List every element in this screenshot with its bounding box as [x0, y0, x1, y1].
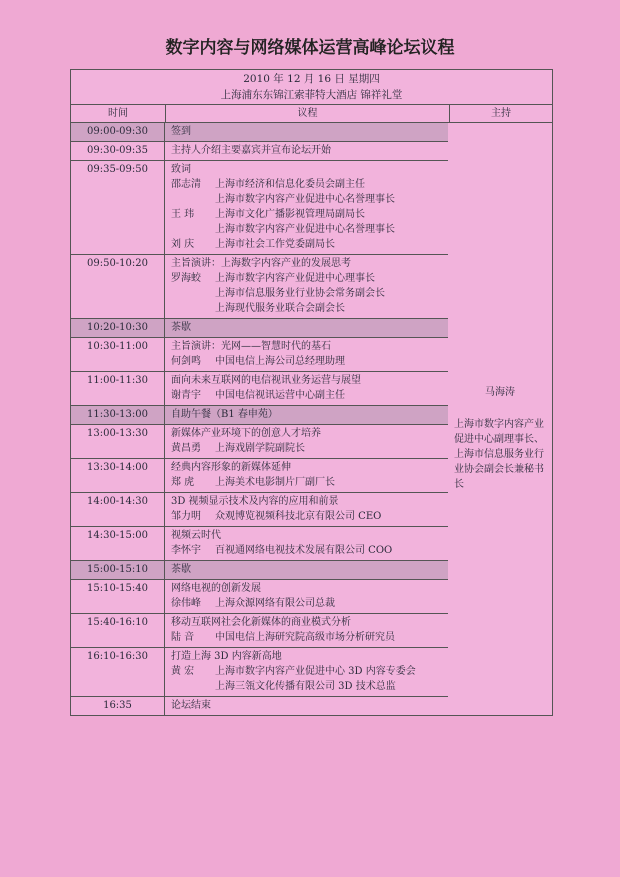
- agenda-topic: 网络电视的创新发展: [171, 583, 261, 594]
- agenda-row: [71, 527, 448, 561]
- agenda-row: [71, 648, 448, 697]
- speaker-position: 上海市数字内容产业促进中心 3D 内容专委会: [215, 666, 416, 677]
- agenda-topic: 茶歇: [171, 564, 191, 575]
- agenda-row: [71, 406, 448, 425]
- agenda-row: [71, 161, 448, 255]
- event-date: 2010 年 12 月 16 日 星期四: [243, 73, 380, 85]
- host-cell: [448, 123, 552, 715]
- agenda-topic: 主旨演讲：上海数字内容产业的发展思考: [171, 258, 351, 269]
- agenda-cell: [165, 406, 448, 424]
- column-header-time: 时间: [71, 105, 166, 123]
- agenda-row: [71, 319, 448, 338]
- speaker-name: 黄 宏: [171, 666, 195, 677]
- agenda-topic: 视频云时代: [171, 530, 221, 541]
- agenda-row: [71, 123, 448, 142]
- speaker-name: 徐伟峰: [171, 598, 201, 609]
- time-cell: 16:35: [71, 697, 165, 715]
- event-header: [71, 70, 552, 105]
- time-cell: 16:10-16:30: [71, 648, 165, 696]
- agenda-row: [71, 142, 448, 161]
- speaker-position: 上海众源网络有限公司总裁: [215, 598, 335, 609]
- speaker-line: [171, 222, 448, 237]
- time-cell: 09:35-09:50: [71, 161, 165, 254]
- speaker-line: [171, 475, 448, 490]
- column-header-host: 主持: [450, 105, 552, 123]
- time-cell: 13:00-13:30: [71, 425, 165, 458]
- column-header-agenda: 议程: [166, 105, 450, 123]
- agenda-topic: 新媒体产业环境下的创意人才培养: [171, 428, 321, 439]
- speaker-position: 上海市经济和信息化委员会副主任: [215, 179, 365, 190]
- speaker-position: 中国电信上海公司总经理助理: [215, 356, 345, 367]
- agenda-cell: [165, 372, 448, 405]
- agenda-cell: [165, 459, 448, 492]
- agenda-row: [71, 255, 448, 319]
- time-cell: 14:00-14:30: [71, 493, 165, 526]
- speaker-line: [171, 271, 448, 286]
- speaker-position: 上海现代服务业联合会副会长: [215, 303, 345, 314]
- speaker-position: 上海市文化广播影视管理局副局长: [215, 209, 365, 220]
- speaker-line: [171, 177, 448, 192]
- speaker-position: 上海市信息服务业行业协会常务副会长: [215, 288, 385, 299]
- agenda-topic: 论坛结束: [171, 700, 211, 711]
- agenda-row: [71, 338, 448, 372]
- speaker-position: 百视通网络电视技术发展有限公司 COO: [215, 545, 393, 556]
- time-cell: 11:00-11:30: [71, 372, 165, 405]
- speaker-line: [171, 596, 448, 611]
- time-cell: 09:00-09:30: [71, 123, 165, 141]
- speaker-line: [171, 664, 448, 679]
- speaker-name: 罗海蛟: [171, 273, 201, 284]
- agenda-topic: 面向未来互联网的电信视讯业务运营与展望: [171, 375, 361, 386]
- speaker-position: 上海三瓴文化传播有限公司 3D 技术总监: [215, 681, 396, 692]
- time-cell: 13:30-14:00: [71, 459, 165, 492]
- time-cell: 10:20-10:30: [71, 319, 165, 337]
- page-title: 数字内容与网络媒体运营高峰论坛议程: [165, 38, 455, 58]
- speaker-name: 王 玮: [171, 209, 195, 220]
- time-cell: 11:30-13:00: [71, 406, 165, 424]
- speaker-position: 众观博览视频科技北京有限公司 CEO: [215, 511, 382, 522]
- speaker-line: [171, 301, 448, 316]
- agenda-topic: 茶歇: [171, 322, 191, 333]
- speaker-line: [171, 207, 448, 222]
- agenda-table: [70, 69, 553, 716]
- speaker-name: 邹力明: [171, 511, 201, 522]
- speaker-name: 何剑鸣: [171, 356, 201, 367]
- agenda-cell: [165, 338, 448, 371]
- speaker-line: [171, 509, 448, 524]
- agenda-cell: [165, 142, 448, 160]
- speaker-line: [171, 354, 448, 369]
- time-cell: 15:40-16:10: [71, 614, 165, 647]
- host-name: 马海涛: [485, 387, 515, 398]
- agenda-cell: [165, 527, 448, 560]
- speaker-position: 中国电信视讯运营中心副主任: [215, 390, 345, 401]
- speaker-position: 上海市数字内容产业促进中心理事长: [215, 273, 375, 284]
- host-description: 上海市数字内容产业促进中心副理事长、上海市信息服务业行业协会副会长兼秘书长: [454, 419, 544, 490]
- agenda-topic: 主持人介绍主要嘉宾并宣布论坛开始: [171, 145, 331, 156]
- speaker-name: 谢青宇: [171, 390, 201, 401]
- speaker-name: 李怀宇: [171, 545, 201, 556]
- speaker-position: 上海市数字内容产业促进中心名誉理事长: [215, 194, 395, 205]
- time-cell: 09:30-09:35: [71, 142, 165, 160]
- speaker-line: [171, 237, 448, 252]
- agenda-row: [71, 493, 448, 527]
- agenda-cell: [165, 425, 448, 458]
- time-cell: 10:30-11:00: [71, 338, 165, 371]
- agenda-row: [71, 372, 448, 406]
- speaker-position: 上海戏剧学院副院长: [215, 443, 305, 454]
- agenda-row: [71, 580, 448, 614]
- speaker-line: [171, 543, 448, 558]
- agenda-rows: [71, 123, 448, 715]
- time-cell: 09:50-10:20: [71, 255, 165, 318]
- speaker-name: 郑 虎: [171, 477, 195, 488]
- time-cell: 14:30-15:00: [71, 527, 165, 560]
- speaker-position: 上海美术电影制片厂副厂长: [215, 477, 335, 488]
- speaker-line: [171, 388, 448, 403]
- agenda-cell: [165, 561, 448, 579]
- agenda-row: [71, 561, 448, 580]
- speaker-line: [171, 286, 448, 301]
- speaker-line: [171, 192, 448, 207]
- speaker-line: [171, 679, 448, 694]
- agenda-topic: 致词: [171, 164, 191, 175]
- agenda-topic: 打造上海 3D 内容新高地: [171, 651, 282, 662]
- speaker-name: 陆 音: [171, 632, 195, 643]
- agenda-cell: [165, 123, 448, 141]
- agenda-topic: 签到: [171, 126, 191, 137]
- agenda-topic: 移动互联网社会化新媒体的商业模式分析: [171, 617, 351, 628]
- speaker-position: 上海市社会工作党委副局长: [215, 239, 335, 250]
- event-venue: 上海浦东东锦江索菲特大酒店 锦祥礼堂: [220, 89, 403, 101]
- agenda-row: [71, 614, 448, 648]
- agenda-cell: [165, 580, 448, 613]
- column-headers: [71, 105, 552, 123]
- agenda-topic: 主旨演讲：光网——智慧时代的基石: [171, 341, 331, 352]
- agenda-row: [71, 697, 448, 715]
- agenda-cell: [165, 648, 448, 696]
- speaker-name: 刘 庆: [171, 239, 195, 250]
- time-cell: 15:00-15:10: [71, 561, 165, 579]
- speaker-position: 上海市数字内容产业促进中心名誉理事长: [215, 224, 395, 235]
- agenda-row: [71, 459, 448, 493]
- agenda-cell: [165, 255, 448, 318]
- speaker-line: [171, 630, 448, 645]
- time-cell: 15:10-15:40: [71, 580, 165, 613]
- agenda-row: [71, 425, 448, 459]
- speaker-name: 邵志清: [171, 179, 201, 190]
- agenda-cell: [165, 697, 448, 715]
- agenda-topic: 经典内容形象的新媒体延伸: [171, 462, 291, 473]
- agenda-cell: [165, 614, 448, 647]
- speaker-position: 中国电信上海研究院高级市场分析研究员: [215, 632, 395, 643]
- agenda-topic: 3D 视频显示技术及内容的应用和前景: [171, 496, 339, 507]
- agenda-cell: [165, 161, 448, 254]
- agenda-cell: [165, 493, 448, 526]
- speaker-line: [171, 441, 448, 456]
- agenda-cell: [165, 319, 448, 337]
- agenda-topic: 自助午餐（B1 春申苑）: [171, 409, 278, 420]
- speaker-name: 黄昌勇: [171, 443, 201, 454]
